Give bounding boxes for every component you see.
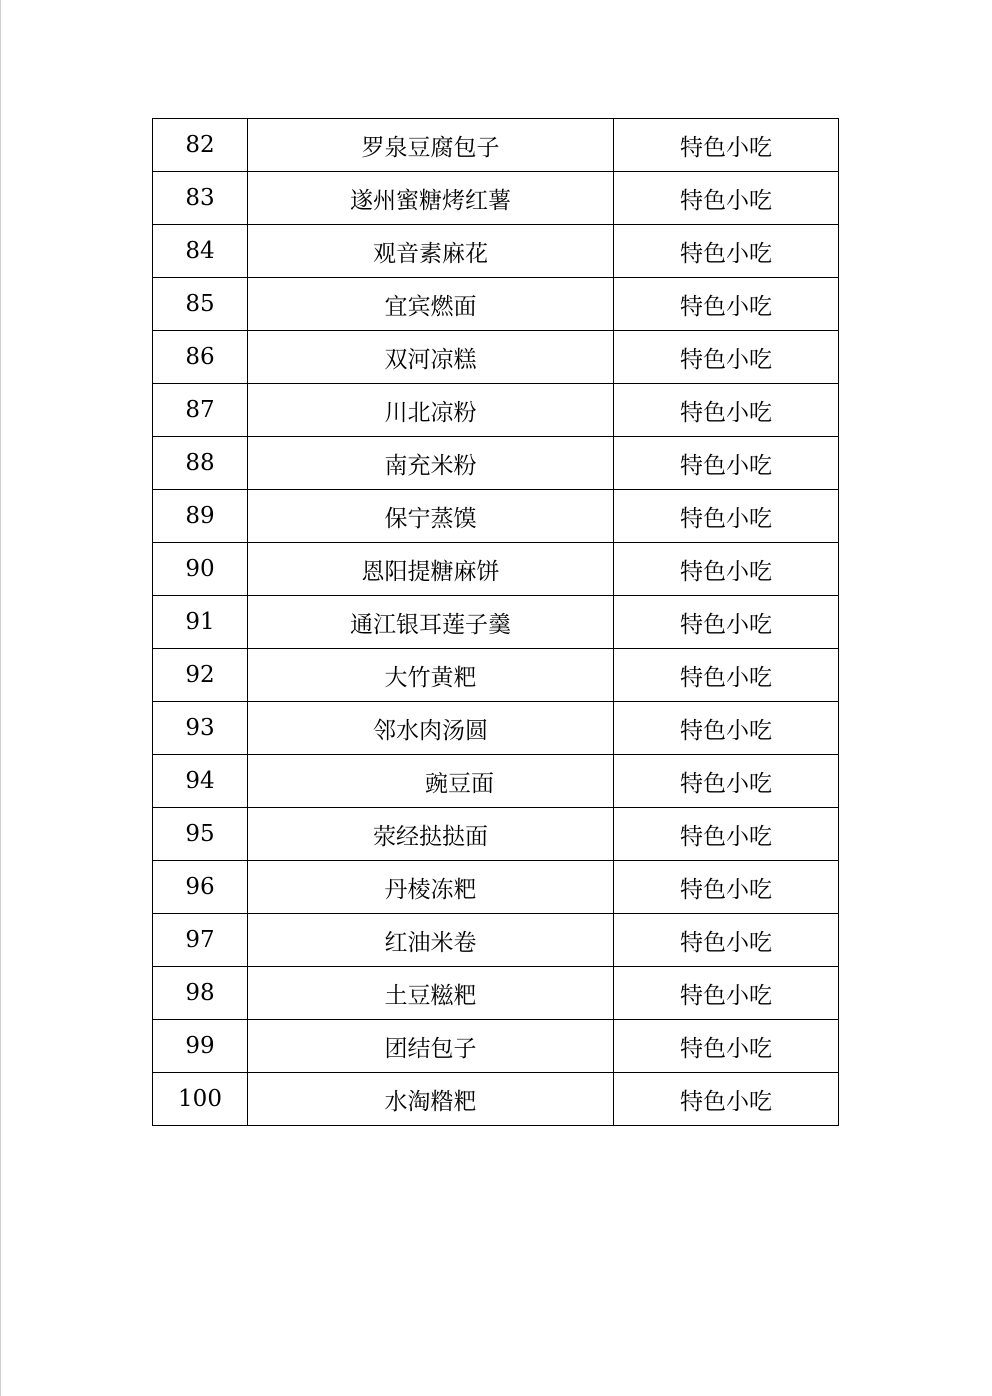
snack-name: 南充米粉 (384, 452, 477, 479)
table-row (153, 861, 839, 914)
category-cell: 特色小吃 (614, 225, 839, 278)
category-cell: 特色小吃 (614, 755, 839, 808)
snack-name-cell (248, 861, 614, 914)
snack-name-cell (248, 755, 614, 808)
row-number: 100 (153, 1073, 248, 1126)
table-row (153, 490, 839, 543)
snack-name-cell (248, 119, 614, 172)
category-cell: 特色小吃 (614, 278, 839, 331)
row-number: 91 (153, 596, 248, 649)
category-cell: 特色小吃 (614, 384, 839, 437)
category-cell: 特色小吃 (614, 596, 839, 649)
snack-name: 红油米卷 (384, 929, 477, 956)
table-row (153, 225, 839, 278)
snack-name-cell (248, 331, 614, 384)
snack-name: 豌豆面 (425, 770, 494, 797)
table-row (153, 1073, 839, 1126)
row-number: 96 (153, 861, 248, 914)
snack-name: 土豆糍粑 (384, 982, 477, 1009)
row-number: 82 (153, 119, 248, 172)
category-cell: 特色小吃 (614, 119, 839, 172)
table-row (153, 437, 839, 490)
category-cell: 特色小吃 (614, 1020, 839, 1073)
category-cell: 特色小吃 (614, 967, 839, 1020)
category-cell: 特色小吃 (614, 543, 839, 596)
row-number: 97 (153, 914, 248, 967)
category-cell: 特色小吃 (614, 861, 839, 914)
table-row (153, 596, 839, 649)
row-number: 86 (153, 331, 248, 384)
snack-name-cell (248, 1073, 614, 1126)
row-number: 98 (153, 967, 248, 1020)
snack-name-cell (248, 172, 614, 225)
row-number: 84 (153, 225, 248, 278)
category-cell: 特色小吃 (614, 331, 839, 384)
snack-name-cell (248, 384, 614, 437)
table-row (153, 1020, 839, 1073)
table-row (153, 543, 839, 596)
category-cell: 特色小吃 (614, 490, 839, 543)
table-row (153, 914, 839, 967)
category-cell: 特色小吃 (614, 1073, 839, 1126)
row-number: 87 (153, 384, 248, 437)
snack-name-cell (248, 1020, 614, 1073)
table-row (153, 808, 839, 861)
snack-name-cell (248, 490, 614, 543)
row-number: 83 (153, 172, 248, 225)
snack-name: 大竹黄粑 (384, 664, 477, 691)
row-number: 93 (153, 702, 248, 755)
table-row (153, 331, 839, 384)
snack-name: 丹棱冻粑 (384, 876, 477, 903)
row-number: 85 (153, 278, 248, 331)
snack-name: 川北凉粉 (384, 399, 477, 426)
snack-name: 宜宾燃面 (384, 293, 477, 320)
table-row (153, 967, 839, 1020)
row-number: 89 (153, 490, 248, 543)
snack-name-cell (248, 914, 614, 967)
snack-name: 荥经挞挞面 (373, 823, 488, 850)
snack-name-cell (248, 702, 614, 755)
row-number: 94 (153, 755, 248, 808)
snack-list-table (152, 118, 839, 1126)
snack-name: 水淘糌粑 (384, 1088, 477, 1115)
snack-name-cell (248, 278, 614, 331)
snack-name: 罗泉豆腐包子 (361, 134, 500, 161)
table-row (153, 755, 839, 808)
row-number: 95 (153, 808, 248, 861)
row-number: 88 (153, 437, 248, 490)
snack-name-cell (248, 649, 614, 702)
snack-name: 团结包子 (384, 1035, 477, 1062)
table-row (153, 384, 839, 437)
table-row (153, 119, 839, 172)
table-row (153, 278, 839, 331)
snack-name-cell (248, 967, 614, 1020)
snack-name-cell (248, 543, 614, 596)
snack-name: 邻水肉汤圆 (373, 717, 488, 744)
snack-name-cell (248, 437, 614, 490)
snack-name-cell (248, 808, 614, 861)
category-cell: 特色小吃 (614, 914, 839, 967)
snack-name-cell (248, 596, 614, 649)
category-cell: 特色小吃 (614, 172, 839, 225)
row-number: 90 (153, 543, 248, 596)
table-body (153, 119, 839, 1126)
snack-name: 通江银耳莲子羹 (350, 611, 511, 638)
snack-name: 双河凉糕 (384, 346, 477, 373)
snack-name: 遂州蜜糖烤红薯 (350, 187, 511, 214)
snack-name: 恩阳提糖麻饼 (361, 558, 500, 585)
snack-name: 观音素麻花 (373, 240, 488, 267)
table-row (153, 172, 839, 225)
snack-name: 保宁蒸馍 (384, 505, 477, 532)
table-row (153, 649, 839, 702)
category-cell: 特色小吃 (614, 649, 839, 702)
category-cell: 特色小吃 (614, 437, 839, 490)
category-cell: 特色小吃 (614, 702, 839, 755)
category-cell: 特色小吃 (614, 808, 839, 861)
row-number: 92 (153, 649, 248, 702)
snack-name-cell (248, 225, 614, 278)
table-row (153, 702, 839, 755)
row-number: 99 (153, 1020, 248, 1073)
